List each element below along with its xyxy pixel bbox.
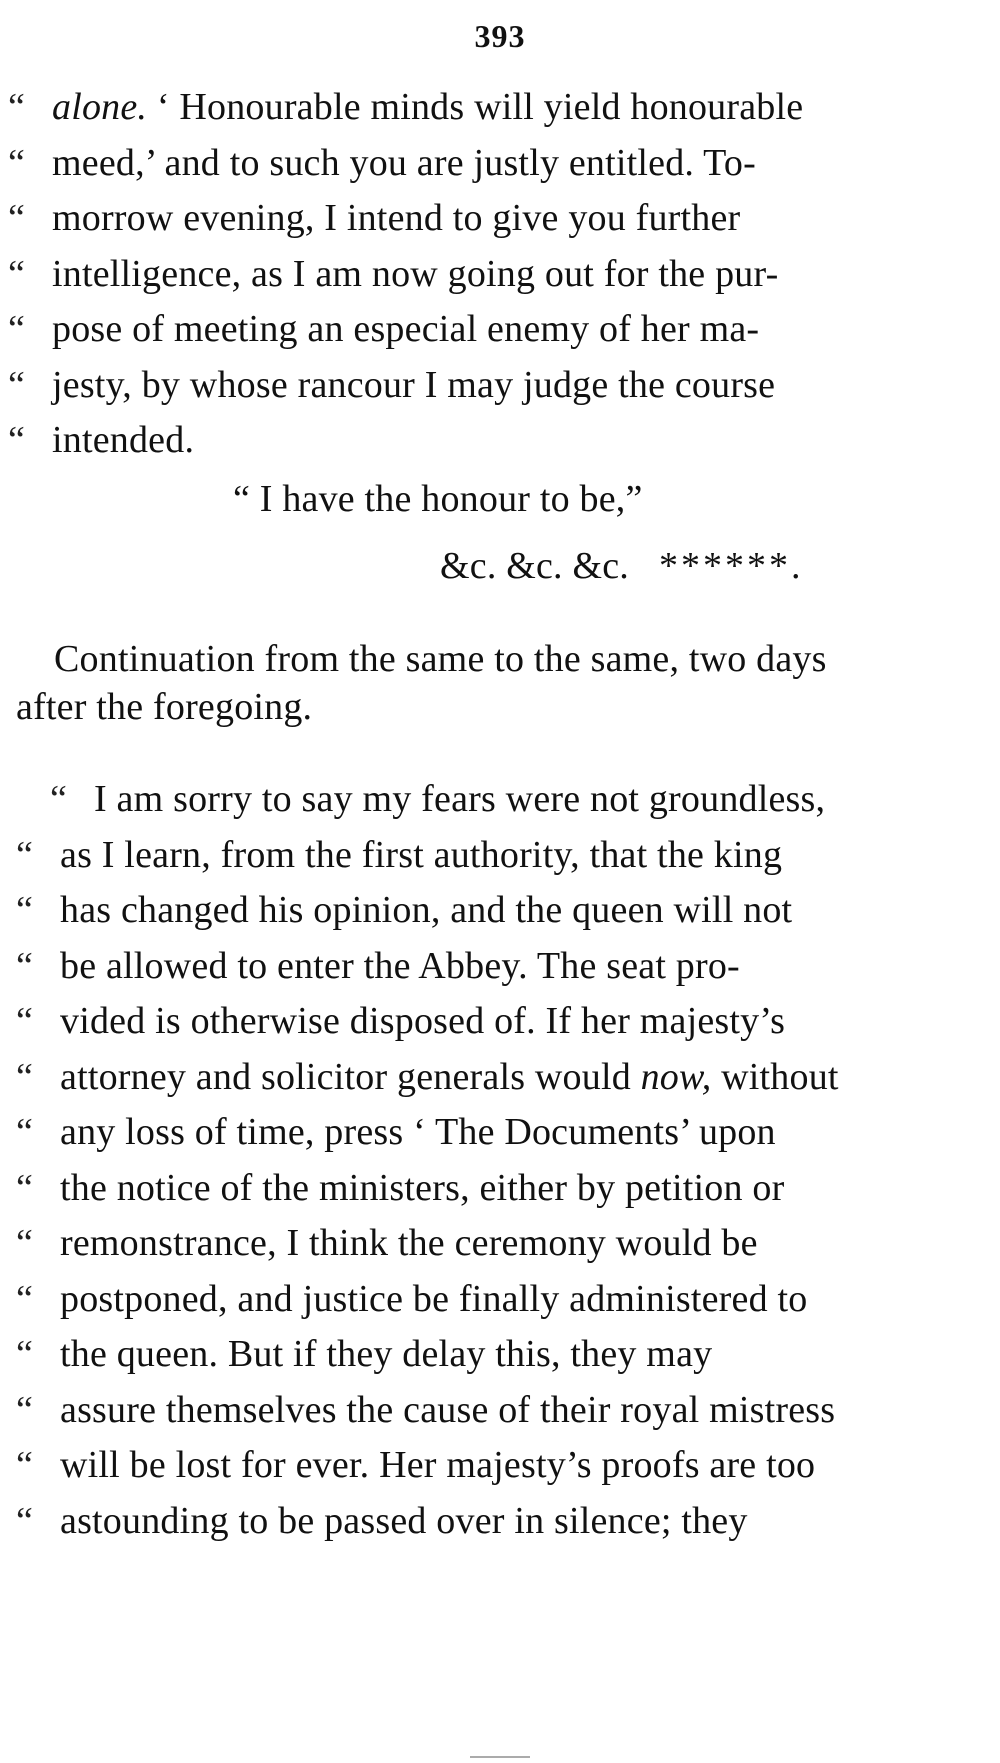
line-text: postponed, and justice be finally administered to xyxy=(60,1277,808,1320)
opening-quote-mark: “ xyxy=(8,419,26,461)
letter-body-line xyxy=(16,1054,966,1100)
opening-quote-mark: “ xyxy=(16,1055,34,1098)
opening-quote-mark: “ xyxy=(16,944,34,987)
line-text: intelligence, as I am now going out for the pur- xyxy=(52,252,779,295)
continuation-heading-line-2: after the foregoing. xyxy=(16,686,313,728)
letter-body-line xyxy=(16,887,966,933)
continuation-heading-line-1: Continuation from the same to the same, two days xyxy=(54,638,827,680)
opening-quote-mark: “ xyxy=(16,1388,34,1431)
opening-quote-mark: “ xyxy=(16,833,34,876)
line-text: any loss of time, press ‘ The Documents’ upon xyxy=(60,1111,776,1153)
opening-quote-mark: “ xyxy=(16,1277,34,1320)
letter-close-line xyxy=(8,84,908,130)
line-text: astounding to be passed over in silence; they xyxy=(60,1499,748,1542)
line-text: without xyxy=(711,1055,839,1098)
line-text: I am sorry to say my fears were not groundless, xyxy=(94,778,826,820)
opening-quote-mark: “ xyxy=(8,308,26,350)
line-text: attorney and solicitor generals would xyxy=(60,1055,641,1098)
line-text: the queen. But if they delay this, they may xyxy=(60,1333,713,1375)
opening-quote-mark: “ xyxy=(8,86,26,128)
line-text: ‘ Honourable minds will yield honourable xyxy=(147,86,804,128)
letter-body-line xyxy=(16,1442,966,1488)
opening-quote-mark: “ xyxy=(8,252,26,295)
opening-quote-mark: “ xyxy=(8,197,26,239)
letter-body-line xyxy=(16,1220,966,1266)
line-text: pose of meeting an especial enemy of her ma- xyxy=(52,308,760,350)
opening-quote-mark: “ xyxy=(8,363,26,406)
opening-quote-mark: “ xyxy=(16,889,34,931)
letter-body-line xyxy=(16,1331,966,1377)
letter-close-line xyxy=(8,195,908,241)
line-text: remonstrance, I think the ceremony would be xyxy=(60,1222,758,1264)
line-text: vided is otherwise disposed of. If her majesty’s xyxy=(60,1000,786,1042)
letter-close-line xyxy=(8,417,908,463)
italic-text: alone. xyxy=(52,86,148,128)
letter-close-line xyxy=(8,251,908,297)
letter-body-line xyxy=(16,943,966,989)
signoff-line xyxy=(440,543,803,589)
letter-body-line xyxy=(50,776,1000,822)
opening-quote-mark: “ xyxy=(16,1444,34,1486)
line-text: be allowed to enter the Abbey. The seat pro- xyxy=(60,944,740,987)
letter-body-line xyxy=(16,1165,966,1211)
letter-close-line xyxy=(8,306,908,352)
letter-close-line xyxy=(8,140,908,186)
line-text: morrow evening, I intend to give you further xyxy=(52,197,741,239)
opening-quote-mark: “ xyxy=(16,1222,34,1264)
letter-body-line xyxy=(16,832,966,878)
italic-text: now, xyxy=(640,1055,712,1098)
letter-close-line xyxy=(8,362,908,408)
cut-off-catchword xyxy=(470,1744,530,1758)
letter-body-line xyxy=(16,1276,966,1322)
opening-quote-mark: “ xyxy=(16,1000,34,1042)
letter-body-line xyxy=(16,1387,966,1433)
opening-quote-mark: “ xyxy=(16,1499,34,1542)
letter-body-line xyxy=(16,1498,966,1544)
opening-quote-mark: “ xyxy=(16,1333,34,1375)
line-text: assure themselves the cause of their royal mistress xyxy=(60,1388,836,1431)
letter-body-line xyxy=(16,1109,966,1155)
line-text: has changed his opinion, and the queen will not xyxy=(60,889,793,931)
opening-quote-mark: “ xyxy=(50,778,68,820)
opening-quote-mark: “ xyxy=(16,1166,34,1209)
line-text: jesty, by whose rancour I may judge the course xyxy=(52,363,776,406)
opening-quote-mark: “ xyxy=(16,1111,34,1153)
honour-line: “ I have the honour to be,” xyxy=(233,478,643,520)
letter-body-line xyxy=(16,998,966,1044)
signature-stars: ******. xyxy=(658,545,804,587)
line-text: meed,’ and to such you are justly entitled. To- xyxy=(52,141,756,184)
line-text: the notice of the ministers, either by petition or xyxy=(60,1166,785,1209)
signoff-etc: &c. &c. &c. xyxy=(440,545,629,587)
line-text: intended. xyxy=(52,419,195,461)
page-number: 393 xyxy=(474,18,526,54)
opening-quote-mark: “ xyxy=(8,141,26,184)
line-text: as I learn, from the first authority, that the king xyxy=(60,833,783,876)
line-text: will be lost for ever. Her majesty’s proofs are too xyxy=(60,1444,816,1486)
